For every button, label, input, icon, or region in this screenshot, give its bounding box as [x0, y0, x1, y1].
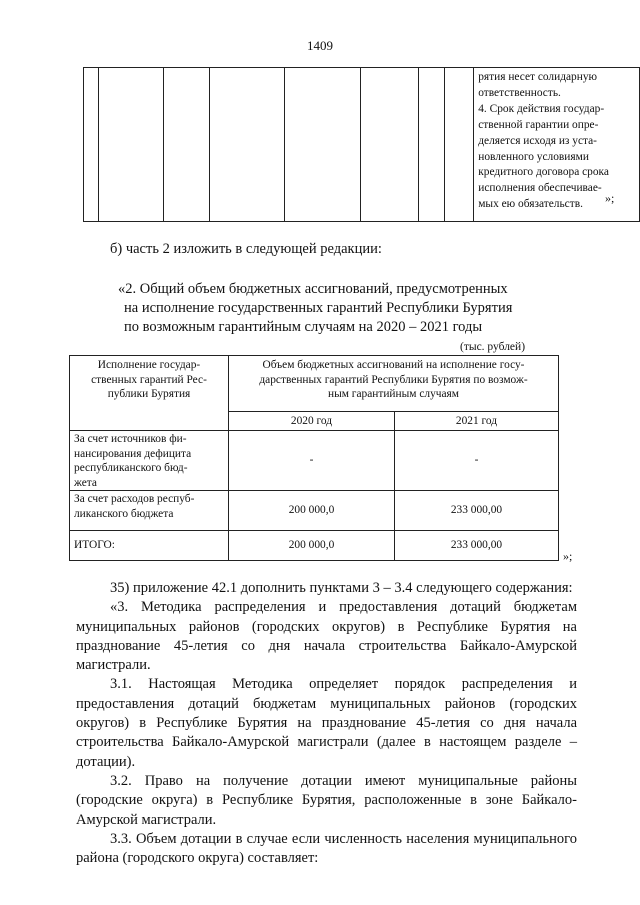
- label-line: ликанского бюджета: [74, 507, 174, 520]
- cell-line: ответственность.: [478, 86, 561, 99]
- paragraph: 3.3. Объем дотации в случае если численность населения муниципального района (городского округа) составляет:: [76, 830, 577, 867]
- page-number: 1409: [307, 38, 333, 53]
- section-b: б) часть 2 изложить в следующей редакции:: [110, 241, 382, 257]
- paragraph: 3.1. Настоящая Методика определяет порядок распределения и предоставления дотаций бюджетам муниципальных районов (городских округов) в Республике Бурятия на празднование 45-летия со дня начала строительства Байкало-Амурской магистрали (далее в настоящем разделе – дотации).: [76, 676, 577, 770]
- header-line: Исполнение государ-: [97, 359, 201, 371]
- year-header: 2020 год: [229, 412, 395, 431]
- table-cell: [418, 68, 444, 222]
- row-label: [70, 431, 229, 491]
- table-title-line: на исполнение государственных гарантий Республики Бурятия: [124, 300, 513, 316]
- table-cell: [445, 68, 474, 222]
- row-label: [70, 491, 229, 531]
- table-cell: [360, 68, 418, 222]
- table-cell: [84, 68, 99, 222]
- table-cell: [284, 68, 360, 222]
- table-cell: [98, 68, 163, 222]
- quote-close: »;: [605, 191, 615, 205]
- paragraph: 35) приложение 42.1 дополнить пунктами 3 – 3.4 следующего содержания:: [110, 580, 573, 596]
- unit-label: (тыс. рублей): [460, 341, 526, 353]
- cell-line: рятия несет солидарную: [478, 71, 598, 83]
- paragraph: 3.2. Право на получение дотации имеют муниципальные районы (городские округа) в Республике Бурятия, расположенные в зоне Байкало-Амурской магистрали.: [76, 772, 577, 828]
- table-title-line: «2. Общий объем бюджетных ассигнований, предусмотренных: [118, 281, 508, 297]
- table-cell: 233 000,00: [395, 491, 559, 531]
- cell-line: ственной гарантии опре-: [478, 118, 599, 131]
- paragraph: «3. Методика распределения и предоставления дотаций бюджетам муниципальных районов (городских округов) в Республике Бурятия на празднование 45-летия со дня начала строительства Байкало-Амурской магистрали.: [76, 599, 577, 674]
- continuation-table: [83, 67, 640, 222]
- header-line: Объем бюджетных ассигнований на исполнение госу-: [262, 359, 525, 371]
- header-line: публики Бурятия: [107, 388, 191, 400]
- table-cell: 233 000,00: [395, 531, 559, 561]
- table-cell: -: [229, 431, 395, 491]
- guarantee-terms-cell: [474, 68, 640, 222]
- label-line: жета: [74, 476, 97, 489]
- label-line: За счет расходов респуб-: [74, 493, 195, 505]
- cell-line: мых ею обязательств.: [478, 198, 583, 211]
- label-line: республиканского бюд-: [74, 462, 188, 474]
- cell-line: 4. Срок действия государ-: [478, 102, 605, 115]
- table-title-line: по возможным гарантийным случаям на 2020 – 2021 годы: [124, 319, 483, 335]
- label-line: За счет источников фи-: [74, 433, 187, 445]
- cell-line: новленного условиями: [478, 150, 589, 163]
- label-line: нансирования дефицита: [74, 447, 192, 460]
- guarantee-table: [69, 355, 559, 561]
- cell-line: деляется исходя из уста-: [478, 134, 597, 147]
- table-cell: 200 000,0: [229, 531, 395, 561]
- table-cell: -: [395, 431, 559, 491]
- cell-line: исполнения обеспечивае-: [478, 182, 602, 195]
- table-cell: [163, 68, 210, 222]
- header-cell: [229, 356, 559, 412]
- header-line: ственных гарантий Рес-: [91, 373, 207, 386]
- table-cell: 200 000,0: [229, 491, 395, 531]
- body-text: [76, 579, 577, 868]
- header-line: дарственных гарантий Республики Бурятия по возмож-: [259, 373, 528, 386]
- table-cell: [210, 68, 285, 222]
- header-cell: [70, 356, 229, 431]
- year-header: 2021 год: [395, 412, 559, 431]
- row-label: ИТОГО:: [70, 531, 229, 561]
- quote-close: »;: [563, 549, 573, 563]
- header-line: ным гарантийным случаям: [327, 388, 460, 400]
- cell-line: кредитного договора срока: [478, 166, 609, 179]
